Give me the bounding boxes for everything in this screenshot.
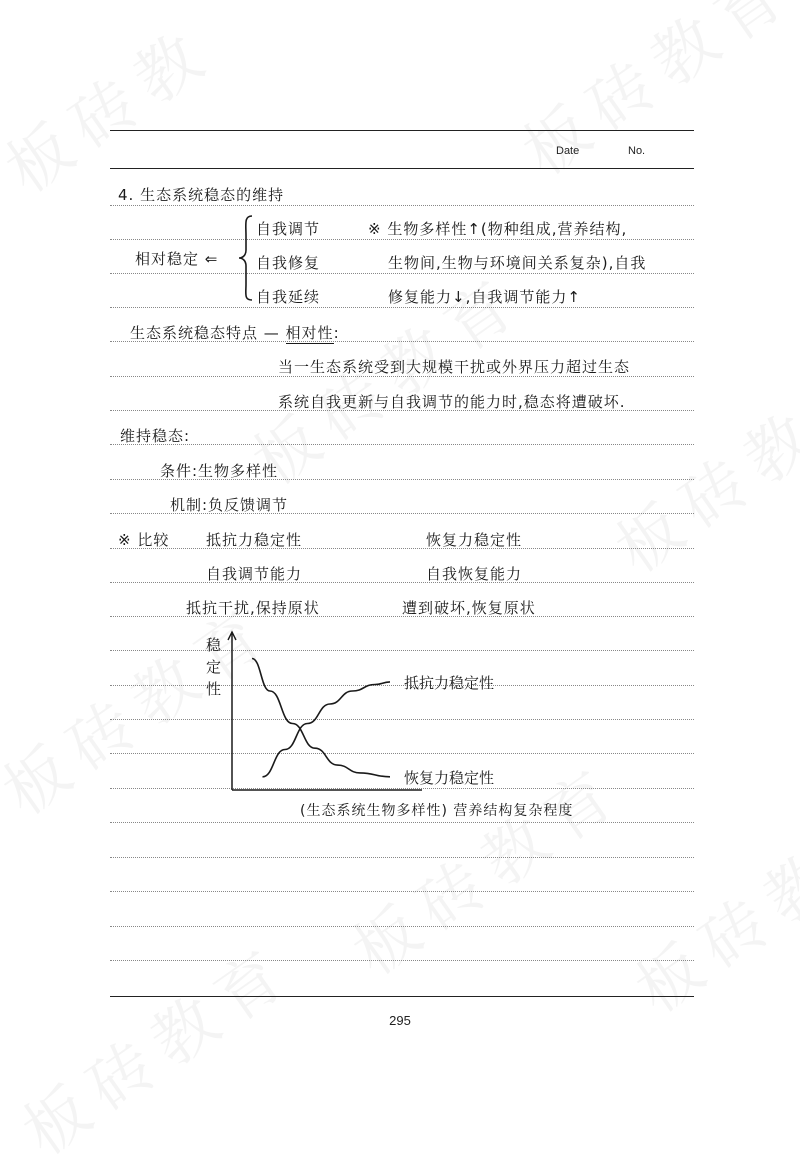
compare-left-3: 抵抗干扰,保持原状 xyxy=(186,599,320,617)
self-continuation-item: 自我延续 xyxy=(256,288,321,306)
watermark xyxy=(2,919,310,1173)
ruled-line xyxy=(110,926,694,927)
feature-explanation-line-2: 系统自我更新与自我调节的能力时,稳态将遭破坏. xyxy=(278,393,626,411)
y-axis-label-char: 定 xyxy=(206,658,222,676)
watermark xyxy=(0,1,229,211)
header-bottom-rule xyxy=(110,168,694,169)
chart-x-axis-label: (生态系统生物多样性) 营养结构复杂程度 xyxy=(300,803,574,819)
ruled-line xyxy=(110,273,694,274)
watermark xyxy=(502,0,800,193)
header-top-rule xyxy=(110,130,694,131)
number-label: No. xyxy=(628,145,646,157)
ruled-line xyxy=(110,548,694,549)
compare-right-1: 恢复力稳定性 xyxy=(426,531,523,549)
date-label: Date xyxy=(556,145,580,157)
relative-stability-text: 相对稳定 xyxy=(135,250,200,268)
curly-brace-icon xyxy=(236,214,256,302)
ruled-line xyxy=(110,205,694,206)
compare-left-2: 自我调节能力 xyxy=(206,565,303,583)
watermark xyxy=(595,381,800,591)
self-repair-item: 自我修复 xyxy=(256,254,321,272)
resistance-series-label: 抵抗力稳定性 xyxy=(404,673,495,692)
feature-prefix: 生态系统稳态特点 — xyxy=(130,324,286,342)
ruled-line xyxy=(110,960,694,961)
y-axis-label-char: 稳 xyxy=(206,636,222,654)
feature-explanation-line-1: 当一生态系统受到大规模干扰或外界压力超过生态 xyxy=(278,358,631,376)
biodiversity-note-line-1: ※ 生物多样性↑(物种组成,营养结构, xyxy=(368,220,628,238)
steady-state-feature: 生态系统稳态特点 — 相对性: xyxy=(130,324,340,342)
chart-labels xyxy=(206,636,494,787)
y-axis-label-char: 性 xyxy=(206,680,222,698)
ruled-line xyxy=(110,307,694,308)
ruled-line xyxy=(110,239,694,240)
biodiversity-note-line-2: 生物间,生物与环境间关系复杂),自我 xyxy=(388,254,647,272)
stability-chart xyxy=(190,628,630,828)
compare-right-2: 自我恢复能力 xyxy=(426,565,523,583)
left-double-arrow-icon: ⇐ xyxy=(204,250,219,268)
chart-curves xyxy=(252,659,390,777)
chart-axes xyxy=(228,632,422,790)
biodiversity-note-line-3: 修复能力↓,自我调节能力↑ xyxy=(388,288,581,306)
ruled-line xyxy=(110,582,694,583)
resilience-series-label: 恢复力稳定性 xyxy=(404,768,495,787)
resilience-stability-curve xyxy=(252,659,390,777)
compare-title: ※ 比较 xyxy=(118,531,170,549)
ruled-line xyxy=(110,891,694,892)
resistance-stability-curve xyxy=(263,682,391,777)
footer-rule xyxy=(110,996,694,997)
maintain-mechanism: 机制:负反馈调节 xyxy=(170,496,289,514)
self-regulation-item: 自我调节 xyxy=(256,220,321,238)
feature-emphasis: 相对性 xyxy=(285,324,334,342)
page-number: 295 xyxy=(389,1013,411,1028)
relative-stability-label xyxy=(135,248,218,269)
compare-right-3: 遭到破坏,恢复原状 xyxy=(402,599,536,617)
maintain-condition: 条件:生物多样性 xyxy=(160,462,279,480)
compare-left-1: 抵抗力稳定性 xyxy=(206,531,303,549)
ruled-line xyxy=(110,857,694,858)
maintain-title: 维持稳态: xyxy=(120,427,191,445)
section-title: 4. 生态系统稳态的维持 xyxy=(118,186,285,204)
ruled-line xyxy=(110,444,694,445)
